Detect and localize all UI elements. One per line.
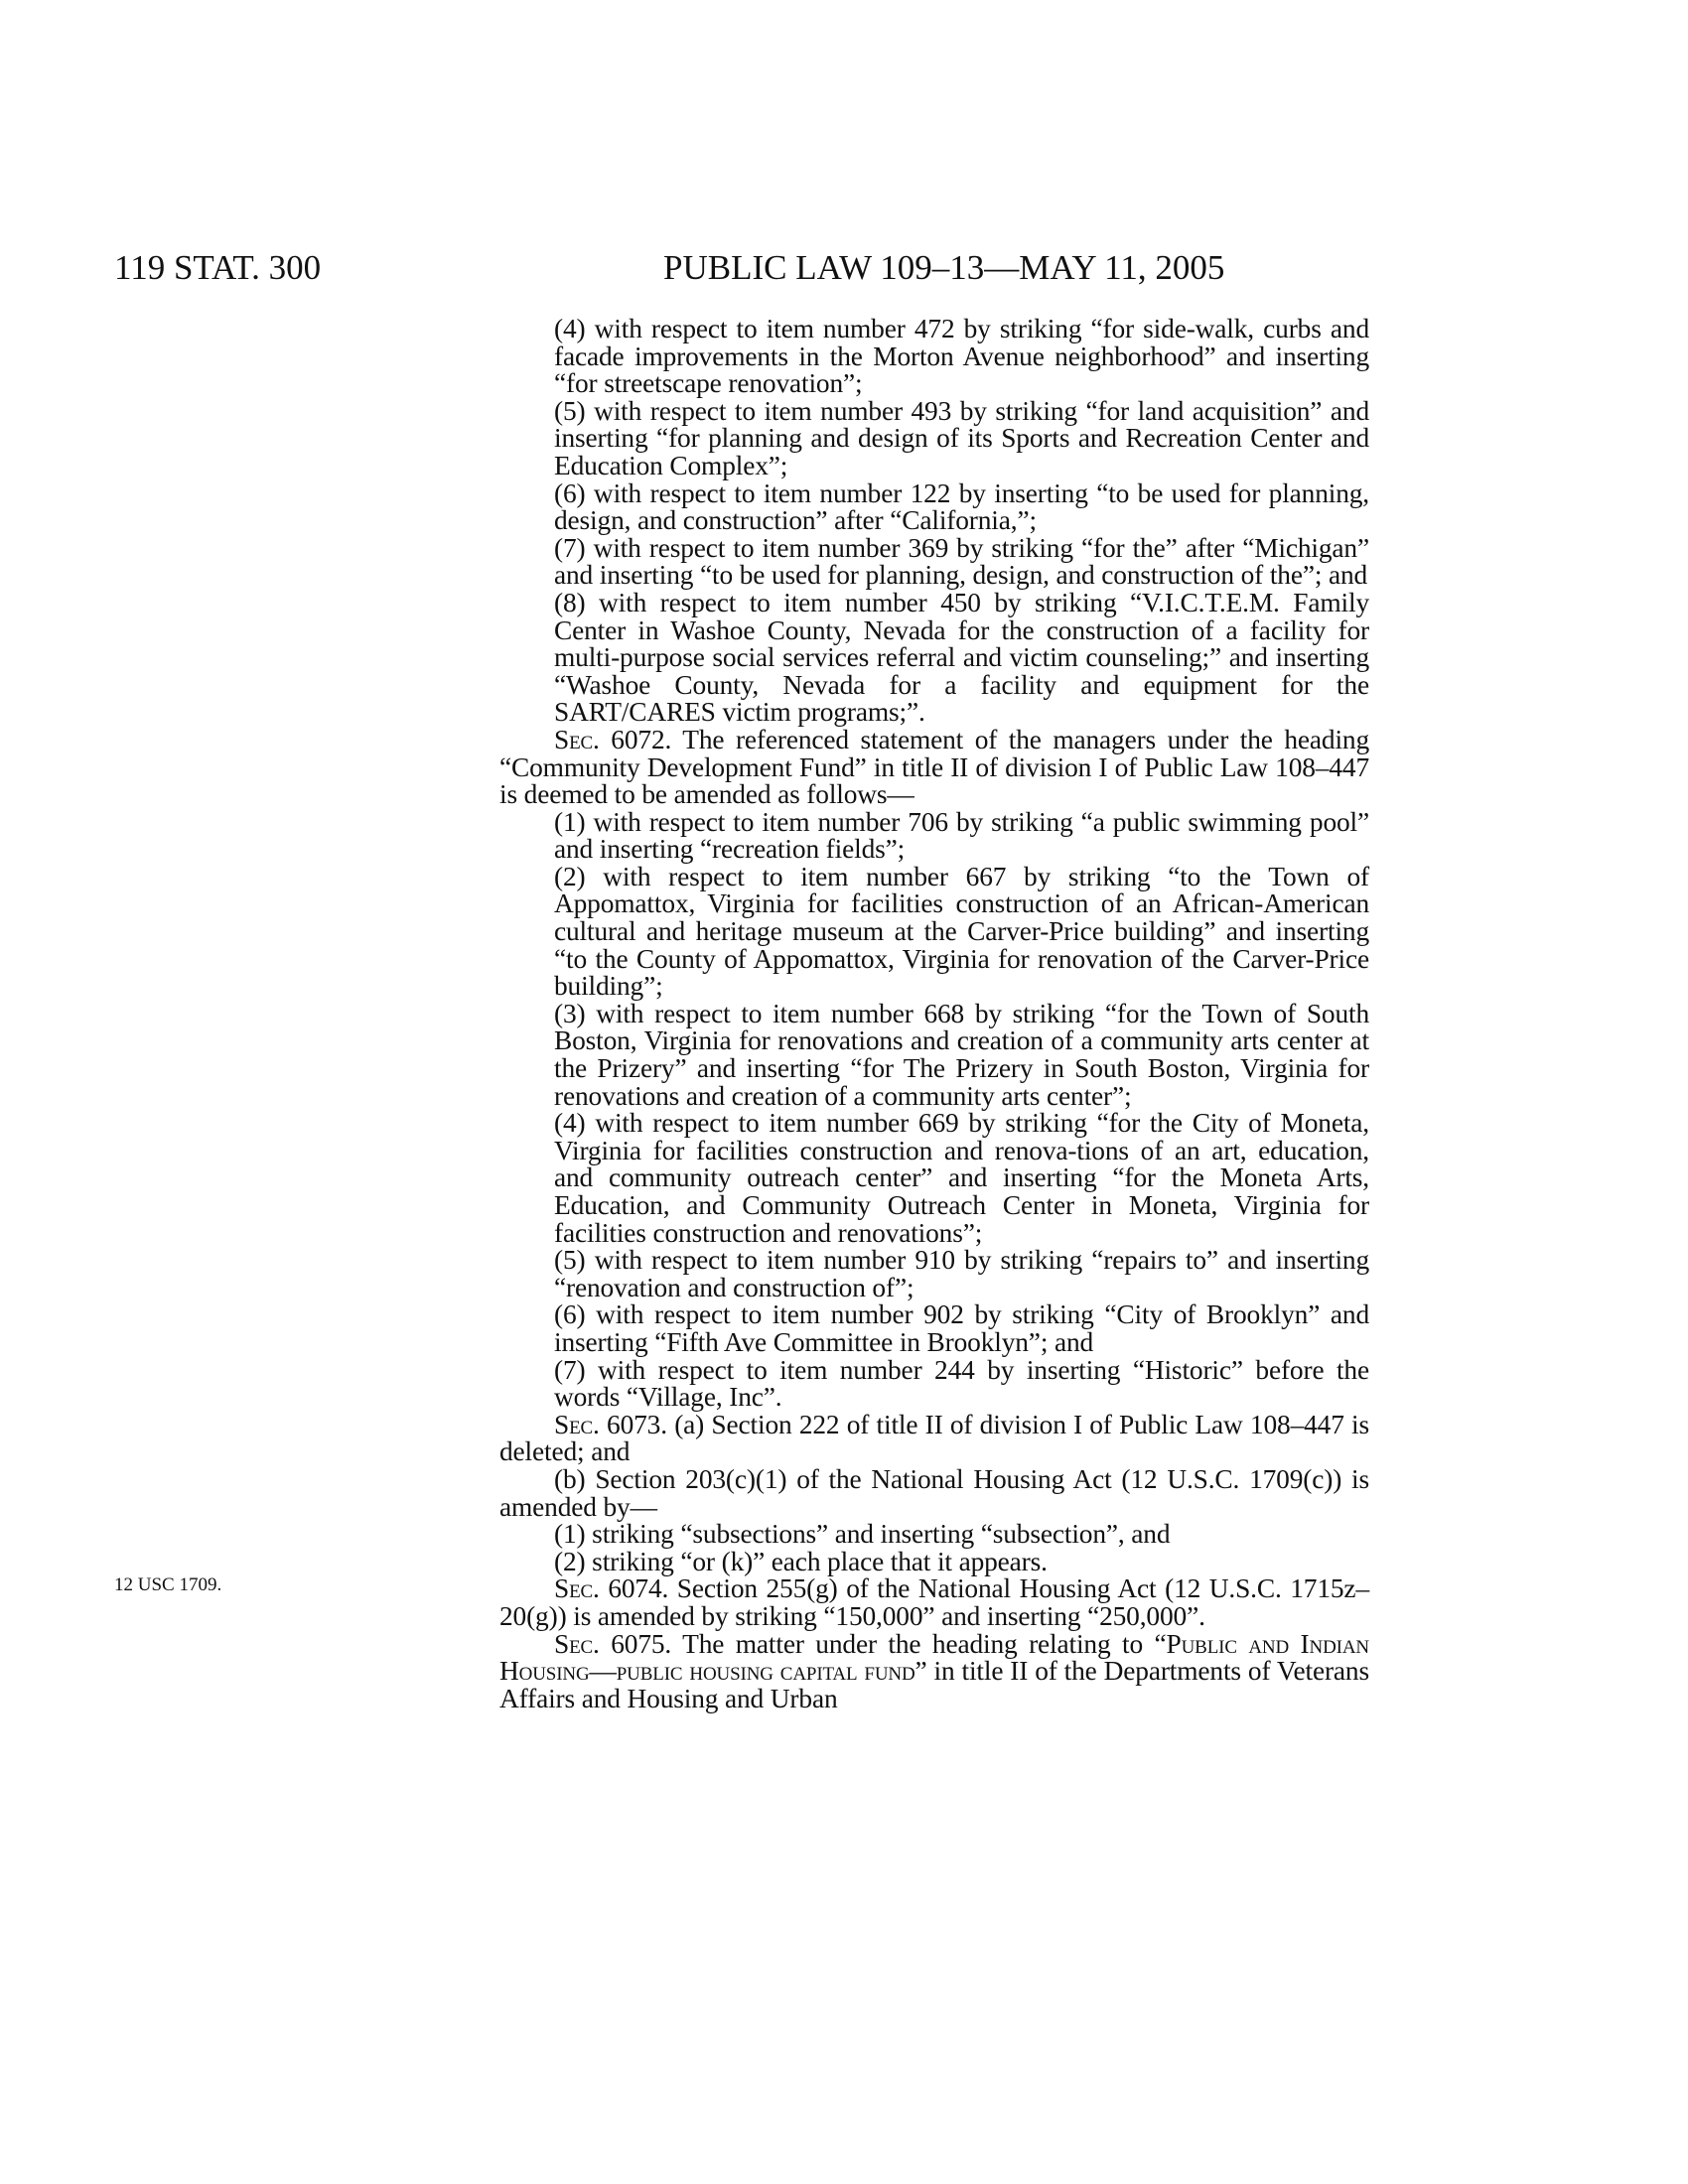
margin-note-citation: 12 USC 1709. — [114, 1574, 222, 1595]
section-label: Sec. 6073. — [554, 1409, 667, 1439]
subsection-text: (b) Section 203(c)(1) of the National Housing Act (12 U.S.C. 1709(c)) is amended by— — [499, 1463, 1369, 1522]
list-item — [499, 1110, 1369, 1247]
section-6075 — [499, 1628, 1369, 1713]
list-item — [499, 395, 1369, 480]
section-label: Sec. 6072. — [554, 724, 672, 754]
section-text: The referenced statement of the managers under the heading “Community Development Fund” in title II of division I of Public Law 108–447 is deemed to be amended as follows— — [499, 724, 1369, 810]
list-item-text: (8) with respect to item number 450 by striking “V.I.C.T.E.M. Family Center in Washoe County, Nevada for the construction of a facility for multi-purpose social services referral and victim counseling;” and inserting “Washoe County, Nevada for a facility and equipment for the SART/CARES victim programs;”. — [554, 587, 1369, 728]
section-text: (a) Section 222 of title II of division I of Public Law 108–447 is deleted; and — [499, 1409, 1369, 1467]
list-item-text: (1) with respect to item number 706 by striking “a public swimming pool” and inserting “recreation fields”; — [554, 806, 1369, 865]
list-item — [499, 806, 1369, 865]
list-item-text: (4) with respect to item number 669 by striking “for the City of Moneta, Virginia for facilities construction and renova-tions of an art, education, and community outreach center” and inserting “for the Moneta Arts, Education, and Community Outreach Center in Moneta, Virginia for facilities construction and renovations”; — [554, 1108, 1369, 1248]
list-item — [499, 1354, 1369, 1413]
list-item-text: (2) with respect to item number 667 by striking “to the Town of Appomattox, Virginia for facilities construction of an African-American cultural and heritage museum at the Carver-Price building” and inserting “to the County of Appomattox, Virginia for renovation of the Carver-Price building”; — [554, 861, 1369, 1002]
document-body — [499, 316, 1369, 1712]
section-text: The matter under the heading relating to “ — [671, 1628, 1167, 1659]
list-item-text: (6) with respect to item number 122 by inserting “to be used for planning, design, and construction” after “California,”; — [554, 478, 1369, 536]
list-item — [499, 861, 1369, 1002]
list-item — [499, 998, 1369, 1111]
list-item-text: (5) with respect to item number 910 by striking “repairs to” and inserting “renovation and construction of”; — [554, 1245, 1369, 1302]
section-text: ” in title II of the Departments of Veterans Affairs and Housing and Urban — [499, 1656, 1369, 1713]
em-dash: — — [589, 1656, 617, 1687]
list-item — [499, 1521, 1369, 1549]
section-6072 — [499, 724, 1369, 810]
list-item — [499, 1247, 1369, 1301]
section-label: Sec. 6074. — [554, 1573, 669, 1604]
section-6074 — [499, 1575, 1369, 1630]
list-item — [499, 532, 1369, 591]
list-item-text: (3) with respect to item number 668 by striking “for the Town of South Boston, Virginia for renovations and creation of a community arts center at the Prizery” and inserting “for The Prizery in South Boston, Virginia for renovations and creation of a community arts center”; — [554, 998, 1369, 1111]
section-text: Section 255(g) of the National Housing Act (12 U.S.C. 1715z–20(g)) is amended by striking “150,000” and inserting “250,000”. — [499, 1573, 1369, 1631]
list-item — [499, 587, 1369, 728]
heading-small-caps: Public and Indian Housing — [499, 1628, 1369, 1687]
list-item-text: (6) with respect to item number 902 by striking “City of Brooklyn” and inserting “Fifth Ave Committee in Brooklyn”; and — [554, 1299, 1369, 1357]
list-item-text: (4) with respect to item number 472 by striking “for side-walk, curbs and facade improvements in the Morton Avenue neighborhood” and inserting “for streetscape renovation”; — [554, 314, 1369, 399]
statute-page-number: 119 STAT. 300 — [114, 248, 322, 287]
list-item — [499, 1301, 1369, 1356]
list-item — [499, 316, 1369, 398]
list-item-text: (2) striking “or (k)” each place that it appears. — [554, 1546, 1048, 1576]
list-item-text: (7) with respect to item number 244 by inserting “Historic” before the words “Village, Inc”. — [554, 1354, 1369, 1413]
running-header: PUBLIC LAW 109–13—MAY 11, 2005 — [663, 248, 1225, 287]
list-item-text: (1) striking “subsections” and inserting “subsection”, and — [554, 1519, 1171, 1550]
list-item — [499, 1546, 1369, 1576]
list-item-text: (7) with respect to item number 369 by striking “for the” after “Michigan” and inserting “to be used for planning, design, and construction of the”; and — [554, 532, 1369, 591]
section-label: Sec. 6075. — [554, 1628, 672, 1659]
list-item-text: (5) with respect to item number 493 by striking “for land acquisition” and inserting “for planning and design of its Sports and Recreation Center and Education Complex”; — [554, 395, 1369, 480]
section-6073-subsection-b — [499, 1463, 1369, 1522]
section-6073 — [499, 1409, 1369, 1467]
heading-small-caps: public housing capital fund — [616, 1656, 915, 1687]
list-item — [499, 480, 1369, 535]
